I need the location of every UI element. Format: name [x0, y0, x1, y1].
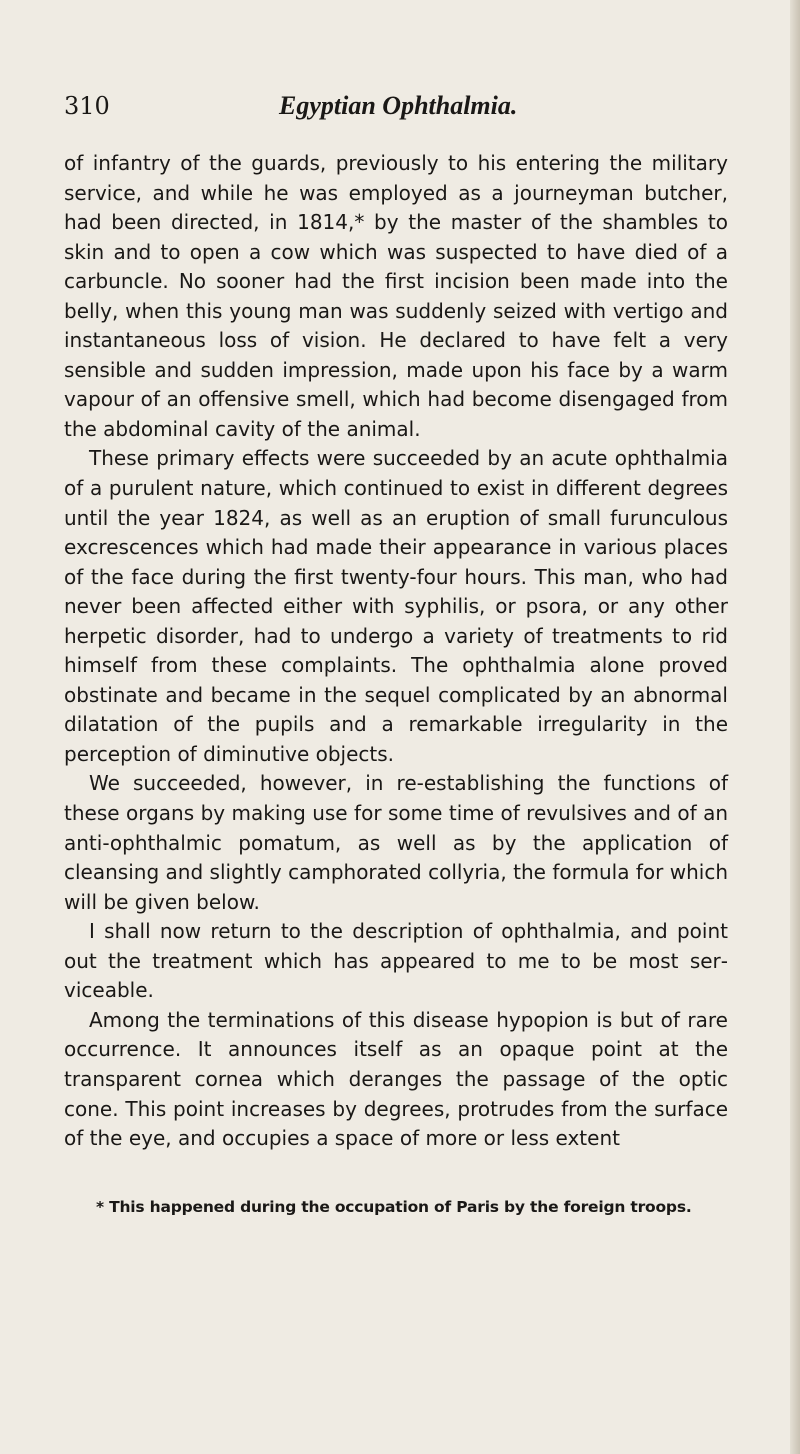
paragraph-1: of infantry of the guards, previously to his entering the military service, and while he was employed as a journeyman butcher, had been directed, in 1814,* by the master of the shambles to skin and to open a cow which was suspected to have died of a carbuncle. No sooner had the first incision been made into the belly, when this young man was suddenly seized with vertigo and instantaneous loss of vision. He declared to have felt a very sensible and sudden impression, made upon his face by a warm vapour of an offensive smell, which had become disengaged from the abdominal cavity of the animal. [64, 151, 728, 441]
page-header [64, 92, 724, 128]
page-number: 310 [64, 92, 110, 120]
paragraph-3: We succeeded, however, in re-establishing the functions of these organs by making use for some time of revulsives and of an anti-ophthalmic pomatum, as well as by the application of cleansing and slightly camphorated collyria, the formula for which will be given below. [64, 771, 728, 914]
paragraph-4: I shall now return to the description of ophthalmia, and point out the treatment which has appeared to me to be most serviceable. [64, 919, 728, 1003]
footnote: * This happened during the occupation of Paris by the foreign troops. [96, 1198, 692, 1216]
body-text [64, 149, 728, 1154]
running-head: Egyptian Ophthalmia. [279, 91, 518, 120]
page-edge-shadow [790, 0, 800, 1454]
paragraph-5: Among the terminations of this disease hypopion is but of rare occurrence. It announces itself as an opaque point at the transparent cornea which deranges the passage of the optic cone. This point increases by degrees, protrudes from the surface of the eye, and occupies a space of more or less extent [64, 1007, 728, 1151]
paragraph-2: These primary effects were succeeded by an acute ophthalmia of a purulent nature, which continued to exist in different degrees until the year 1824, as well as an eruption of small furunculous excrescences which had made their appearance in various places of the face during the first twenty-four hours. This man, who had never been affected either with syphilis, or psora, or any other herpetic disorder, had to undergo a variety of treatments to rid himself from these complaints. The ophthalmia alone proved obstinate and became in the sequel complicated by an abnormal dilatation of the pupils and a remarkable irregularity in the perception of diminutive objects. [64, 446, 728, 766]
